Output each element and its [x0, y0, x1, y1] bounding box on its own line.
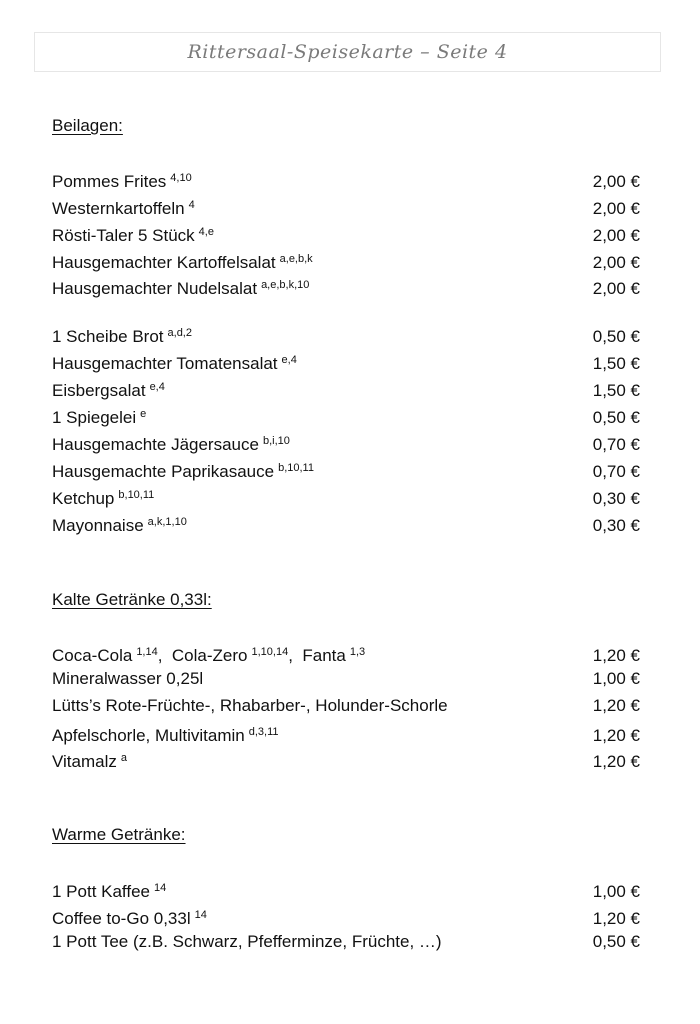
allergen-codes: 4,e [198, 226, 214, 238]
item-price: 1,20 € [592, 909, 640, 928]
menu-item [52, 640, 640, 664]
item-label: Hausgemachte Jägersauce [52, 435, 259, 454]
item-label: Hausgemachter Tomatensalat [52, 354, 278, 373]
menu-item [52, 429, 640, 453]
item-price: 0,50 € [592, 408, 640, 427]
menu-item [52, 321, 640, 345]
item-label: Lütts’s Rote-Früchte-, Rhabarber-, Holunder-Schorle [52, 696, 448, 715]
item-label: Ketchup [52, 489, 115, 508]
item-label: Pommes Frites [52, 172, 167, 191]
allergen-codes: a,e,b,k [279, 253, 313, 265]
item-price: 0,50 € [592, 932, 640, 951]
page-header [34, 32, 661, 72]
item-name [52, 429, 290, 457]
item-name [52, 348, 297, 376]
item-label: Fanta [302, 646, 346, 665]
item-name [52, 321, 192, 349]
item-name [52, 930, 442, 954]
item-name [52, 483, 154, 511]
section-heading-kalte-getraenke: Kalte Getränke 0,33l: [52, 590, 212, 609]
item-label: 1 Spiegelei [52, 408, 137, 427]
item-name [52, 402, 146, 430]
menu-item [52, 667, 640, 691]
allergen-codes: b,10,11 [118, 489, 155, 501]
item-label: Hausgemachte Paprikasauce [52, 462, 275, 481]
item-name [52, 220, 214, 248]
item-label: Coffee to-Go 0,33l [52, 909, 191, 928]
separator: , [157, 646, 172, 665]
menu-item [52, 694, 640, 718]
allergen-codes: e,4 [281, 354, 297, 366]
allergen-codes: 1,3 [349, 646, 366, 658]
item-label: Hausgemachter Nudelsalat [52, 279, 258, 298]
item-price: 0,70 € [592, 462, 640, 481]
menu-item [52, 247, 640, 271]
item-name [52, 667, 203, 691]
item-name [52, 694, 448, 718]
allergen-codes: e,4 [149, 381, 165, 393]
allergen-codes: b,i,10 [262, 435, 290, 447]
allergen-codes: 4,10 [170, 172, 192, 184]
item-label: 1 Scheibe Brot [52, 327, 164, 346]
item-price: 0,70 € [592, 435, 640, 454]
item-name [52, 456, 314, 484]
menu-item [52, 903, 640, 927]
menu-item [52, 720, 640, 744]
item-name [52, 375, 165, 403]
item-price: 2,00 € [592, 253, 640, 272]
item-label: Coca-Cola [52, 646, 133, 665]
item-name [52, 193, 195, 221]
menu-item [52, 876, 640, 900]
item-name [52, 720, 279, 748]
item-price: 1,50 € [592, 354, 640, 373]
item-label: Mayonnaise [52, 516, 144, 535]
allergen-codes: a,d,2 [167, 327, 192, 339]
item-name [52, 746, 127, 774]
menu-item [52, 456, 640, 480]
allergen-codes: 14 [194, 909, 207, 921]
item-price: 2,00 € [592, 279, 640, 298]
allergen-codes: b,10,11 [278, 462, 314, 474]
menu-item [52, 220, 640, 244]
item-name [52, 510, 187, 538]
menu-item [52, 166, 640, 190]
item-price: 1,00 € [592, 669, 640, 688]
menu-item [52, 483, 640, 507]
item-label: Apfelschorle, Multivitamin [52, 726, 245, 745]
item-label: Westernkartoffeln [52, 199, 185, 218]
item-label: Cola-Zero [171, 646, 248, 665]
item-price: 2,00 € [592, 199, 640, 218]
item-name [52, 247, 313, 275]
allergen-codes: 1,10,14 [251, 646, 289, 658]
item-price: 1,20 € [592, 726, 640, 745]
item-price: 2,00 € [592, 172, 640, 191]
allergen-codes: a,k,1,10 [147, 516, 187, 528]
item-price: 0,30 € [592, 489, 640, 508]
menu-item [52, 510, 640, 534]
item-label: 1 Pott Kaffee [52, 882, 150, 901]
item-label: 1 Pott Tee (z.B. Schwarz, Pfefferminze, Früchte, …) [52, 932, 442, 951]
menu-item [52, 746, 640, 770]
menu-item [52, 402, 640, 426]
allergen-codes: e [140, 408, 147, 420]
item-price: 1,20 € [592, 696, 640, 715]
item-price: 1,20 € [592, 752, 640, 771]
menu-item [52, 193, 640, 217]
item-name [52, 876, 166, 904]
separator: , [288, 646, 303, 665]
section-heading-warme-getraenke: Warme Getränke: [52, 825, 186, 844]
menu-item [52, 930, 640, 954]
item-label: Vitamalz [52, 752, 117, 771]
allergen-codes: a,e,b,k,10 [261, 279, 310, 291]
item-name [52, 273, 309, 301]
allergen-codes: 14 [153, 882, 167, 894]
item-price: 2,00 € [592, 226, 640, 245]
allergen-codes: 4 [188, 199, 195, 211]
allergen-codes: d,3,11 [248, 726, 279, 738]
item-price: 1,50 € [592, 381, 640, 400]
page-title: Rittersaal-Speisekarte – Seite 4 [187, 41, 508, 63]
item-label: Mineralwasser 0,25l [52, 669, 204, 688]
item-price: 1,20 € [592, 646, 640, 665]
item-label: Eisbergsalat [52, 381, 146, 400]
item-name [52, 640, 365, 668]
item-price: 0,30 € [592, 516, 640, 535]
section-heading-beilagen: Beilagen: [52, 116, 123, 135]
allergen-codes: 1,14 [136, 646, 158, 658]
allergen-codes: a [120, 752, 128, 764]
item-name [52, 903, 207, 931]
menu-item [52, 273, 640, 297]
item-label: Hausgemachter Kartoffelsalat [52, 253, 276, 272]
menu-item [52, 375, 640, 399]
item-price: 0,50 € [592, 327, 640, 346]
item-label: Rösti-Taler 5 Stück [52, 226, 195, 245]
menu-item [52, 348, 640, 372]
item-name [52, 166, 192, 194]
item-price: 1,00 € [592, 882, 640, 901]
